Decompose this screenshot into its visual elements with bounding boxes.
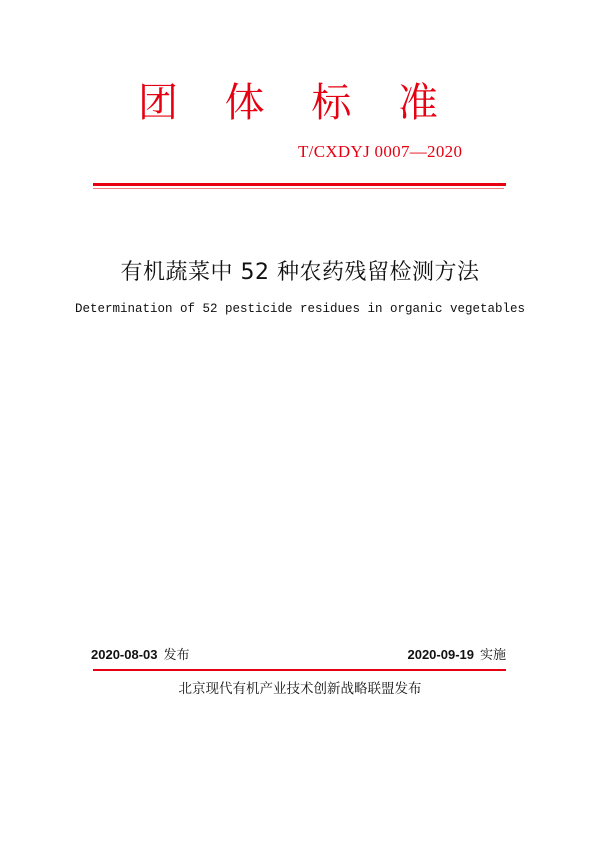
standard-type-char: 团 bbox=[138, 80, 178, 126]
issue-date: 2020-08-03 bbox=[91, 647, 158, 662]
standard-type-heading bbox=[138, 78, 438, 128]
implementation-label: 实施 bbox=[479, 648, 506, 663]
issue-date-block bbox=[91, 646, 190, 665]
document-title-chinese: 有机蔬菜中 52 种农药残留检测方法 bbox=[120, 260, 480, 285]
standard-type-char: 标 bbox=[311, 80, 352, 126]
header-divider-thick bbox=[93, 183, 506, 186]
header-divider-thin bbox=[93, 188, 504, 189]
document-title-english: Determination of 52 pesticide residues in organic vegetables bbox=[74, 302, 526, 316]
standard-code: T/CXDYJ 0007—2020 bbox=[298, 142, 463, 161]
footer-divider bbox=[93, 669, 506, 671]
standard-type-char: 准 bbox=[397, 80, 438, 126]
publisher: 北京现代有机产业技术创新战略联盟发布 bbox=[178, 681, 422, 697]
issue-label: 发布 bbox=[163, 648, 190, 663]
implementation-date: 2020-09-19 bbox=[407, 647, 474, 662]
implementation-date-block bbox=[407, 646, 506, 665]
standard-type-char: 体 bbox=[224, 80, 265, 126]
